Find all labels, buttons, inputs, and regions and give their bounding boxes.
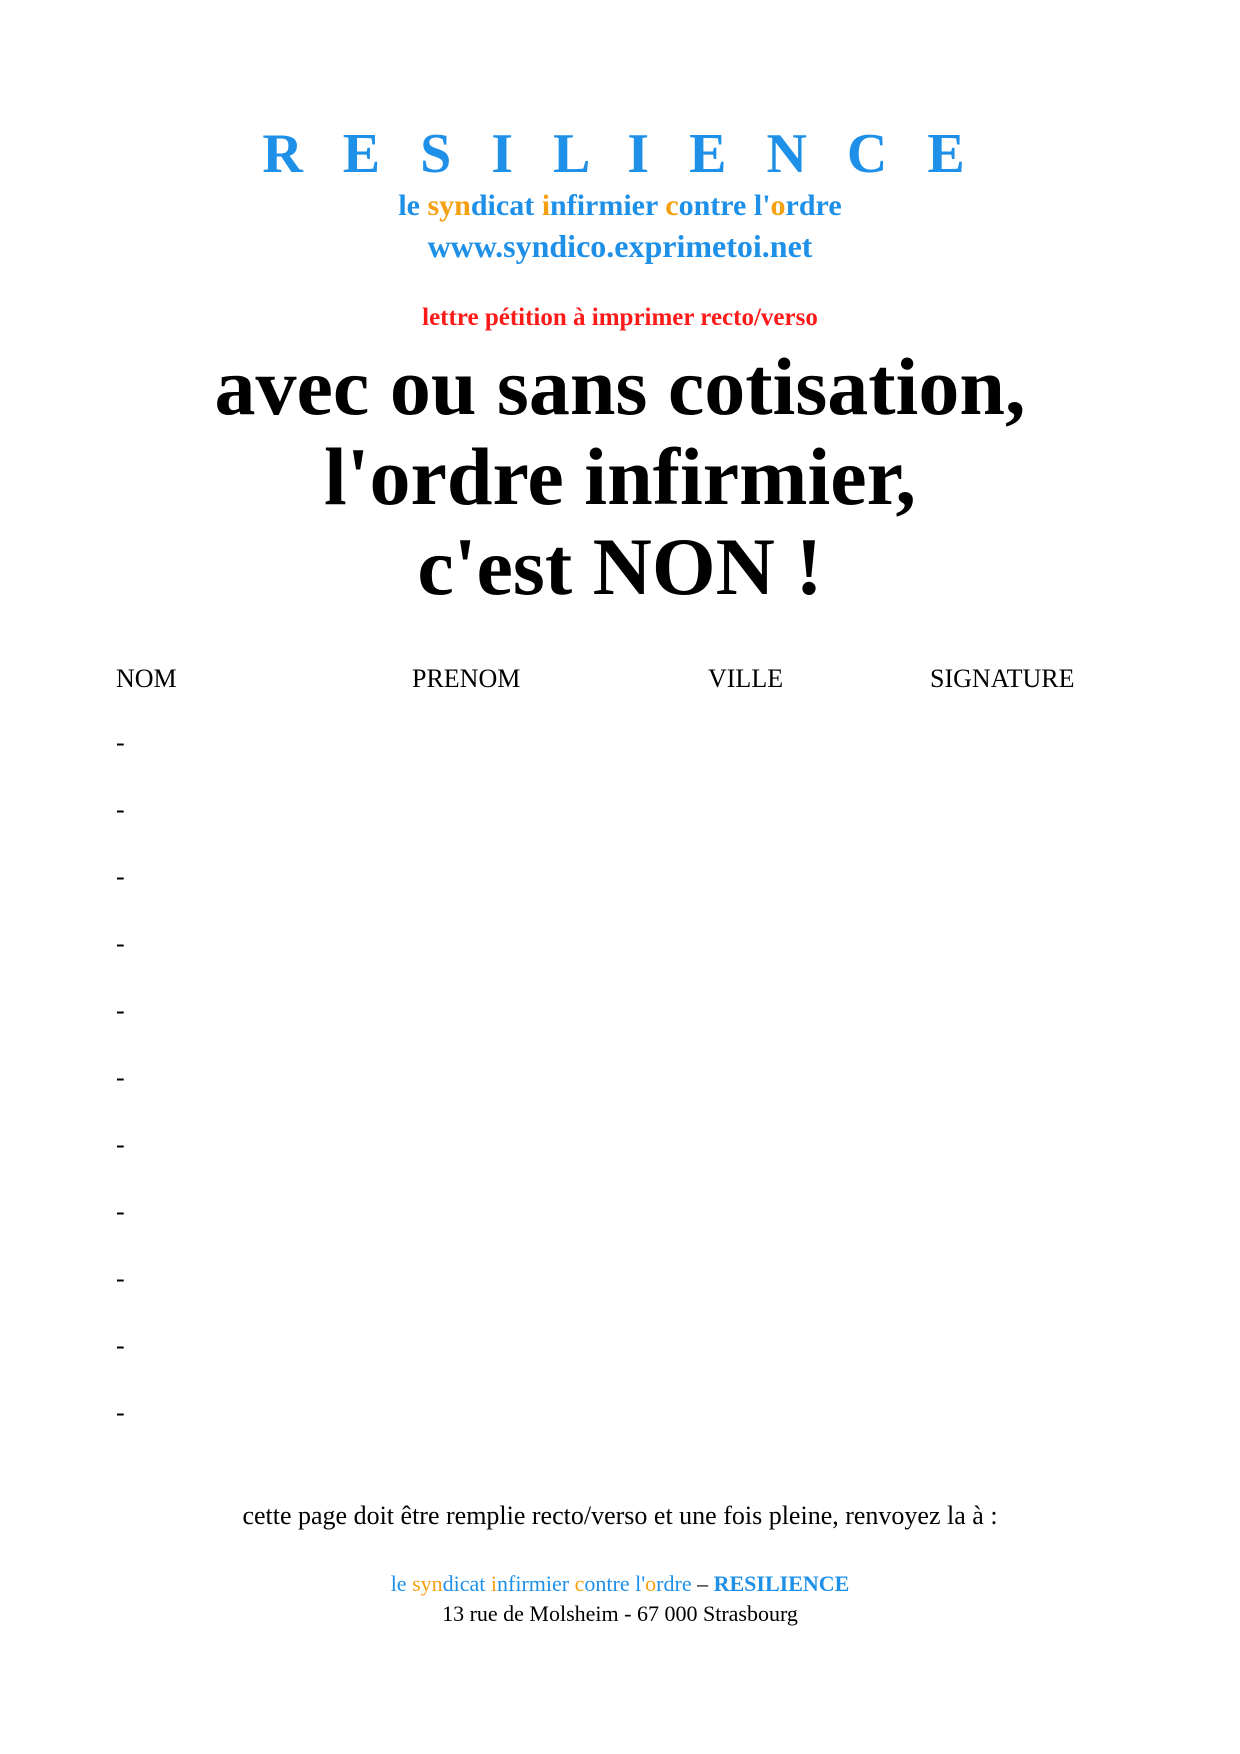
footer-part: nfirmier: [497, 1571, 575, 1596]
footer-part: rdre: [656, 1571, 692, 1596]
brand-title: R E S I L I E N C E: [262, 123, 978, 185]
signature-row: -: [116, 1264, 125, 1293]
headline-line: l'ordre infirmier,: [323, 431, 917, 522]
tagline-part: c: [665, 189, 679, 222]
signature-row: -: [116, 862, 125, 891]
column-header-nom: NOM: [116, 664, 177, 693]
signature-row: -: [116, 1331, 125, 1360]
footer-part: i: [490, 1571, 498, 1596]
tagline-part: le: [398, 189, 428, 222]
signature-row: -: [116, 1063, 125, 1092]
signature-row: -: [116, 996, 125, 1025]
footer-part: dicat: [442, 1571, 491, 1596]
headline: [0, 342, 1240, 612]
tagline-part: dicat: [470, 189, 542, 222]
footer-part: le: [390, 1571, 413, 1596]
signature-row: -: [116, 1398, 125, 1427]
signature-row: -: [116, 1130, 125, 1159]
headline-line: avec ou sans cotisation,: [214, 341, 1026, 432]
mailing-address: 13 rue de Molsheim - 67 000 Strasbourg: [442, 1601, 798, 1626]
footer-part: syn: [412, 1571, 443, 1596]
website-url: www.syndico.exprimetoi.net: [427, 228, 813, 264]
footer-part: ontre l': [584, 1571, 646, 1596]
tagline-part: i: [541, 189, 551, 222]
footer-part: o: [645, 1571, 657, 1596]
footer-separator: –: [691, 1571, 714, 1596]
footer-brand: RESILIENCE: [713, 1571, 850, 1596]
headline-line: c'est NON !: [417, 521, 823, 612]
column-header-prenom: PRENOM: [412, 664, 521, 693]
signature-row: -: [116, 795, 125, 824]
tagline-part: nfirmier: [550, 189, 666, 222]
signature-row: -: [116, 1197, 125, 1226]
tagline-part: o: [770, 189, 786, 222]
tagline-part: syn: [427, 189, 471, 222]
footer-organization: [0, 1570, 1240, 1598]
column-header-signature: SIGNATURE: [930, 664, 1075, 693]
column-header-ville: VILLE: [708, 664, 784, 693]
signature-row: -: [116, 929, 125, 958]
footer-part: c: [574, 1571, 585, 1596]
tagline-part: ontre l': [678, 189, 771, 222]
tagline: [0, 188, 1240, 224]
tagline-part: rdre: [785, 189, 842, 222]
return-instruction: cette page doit être remplie recto/verso et une fois pleine, renvoyez la à :: [242, 1501, 998, 1530]
subtitle: lettre pétition à imprimer recto/verso: [422, 304, 818, 331]
signature-row: -: [116, 728, 125, 757]
